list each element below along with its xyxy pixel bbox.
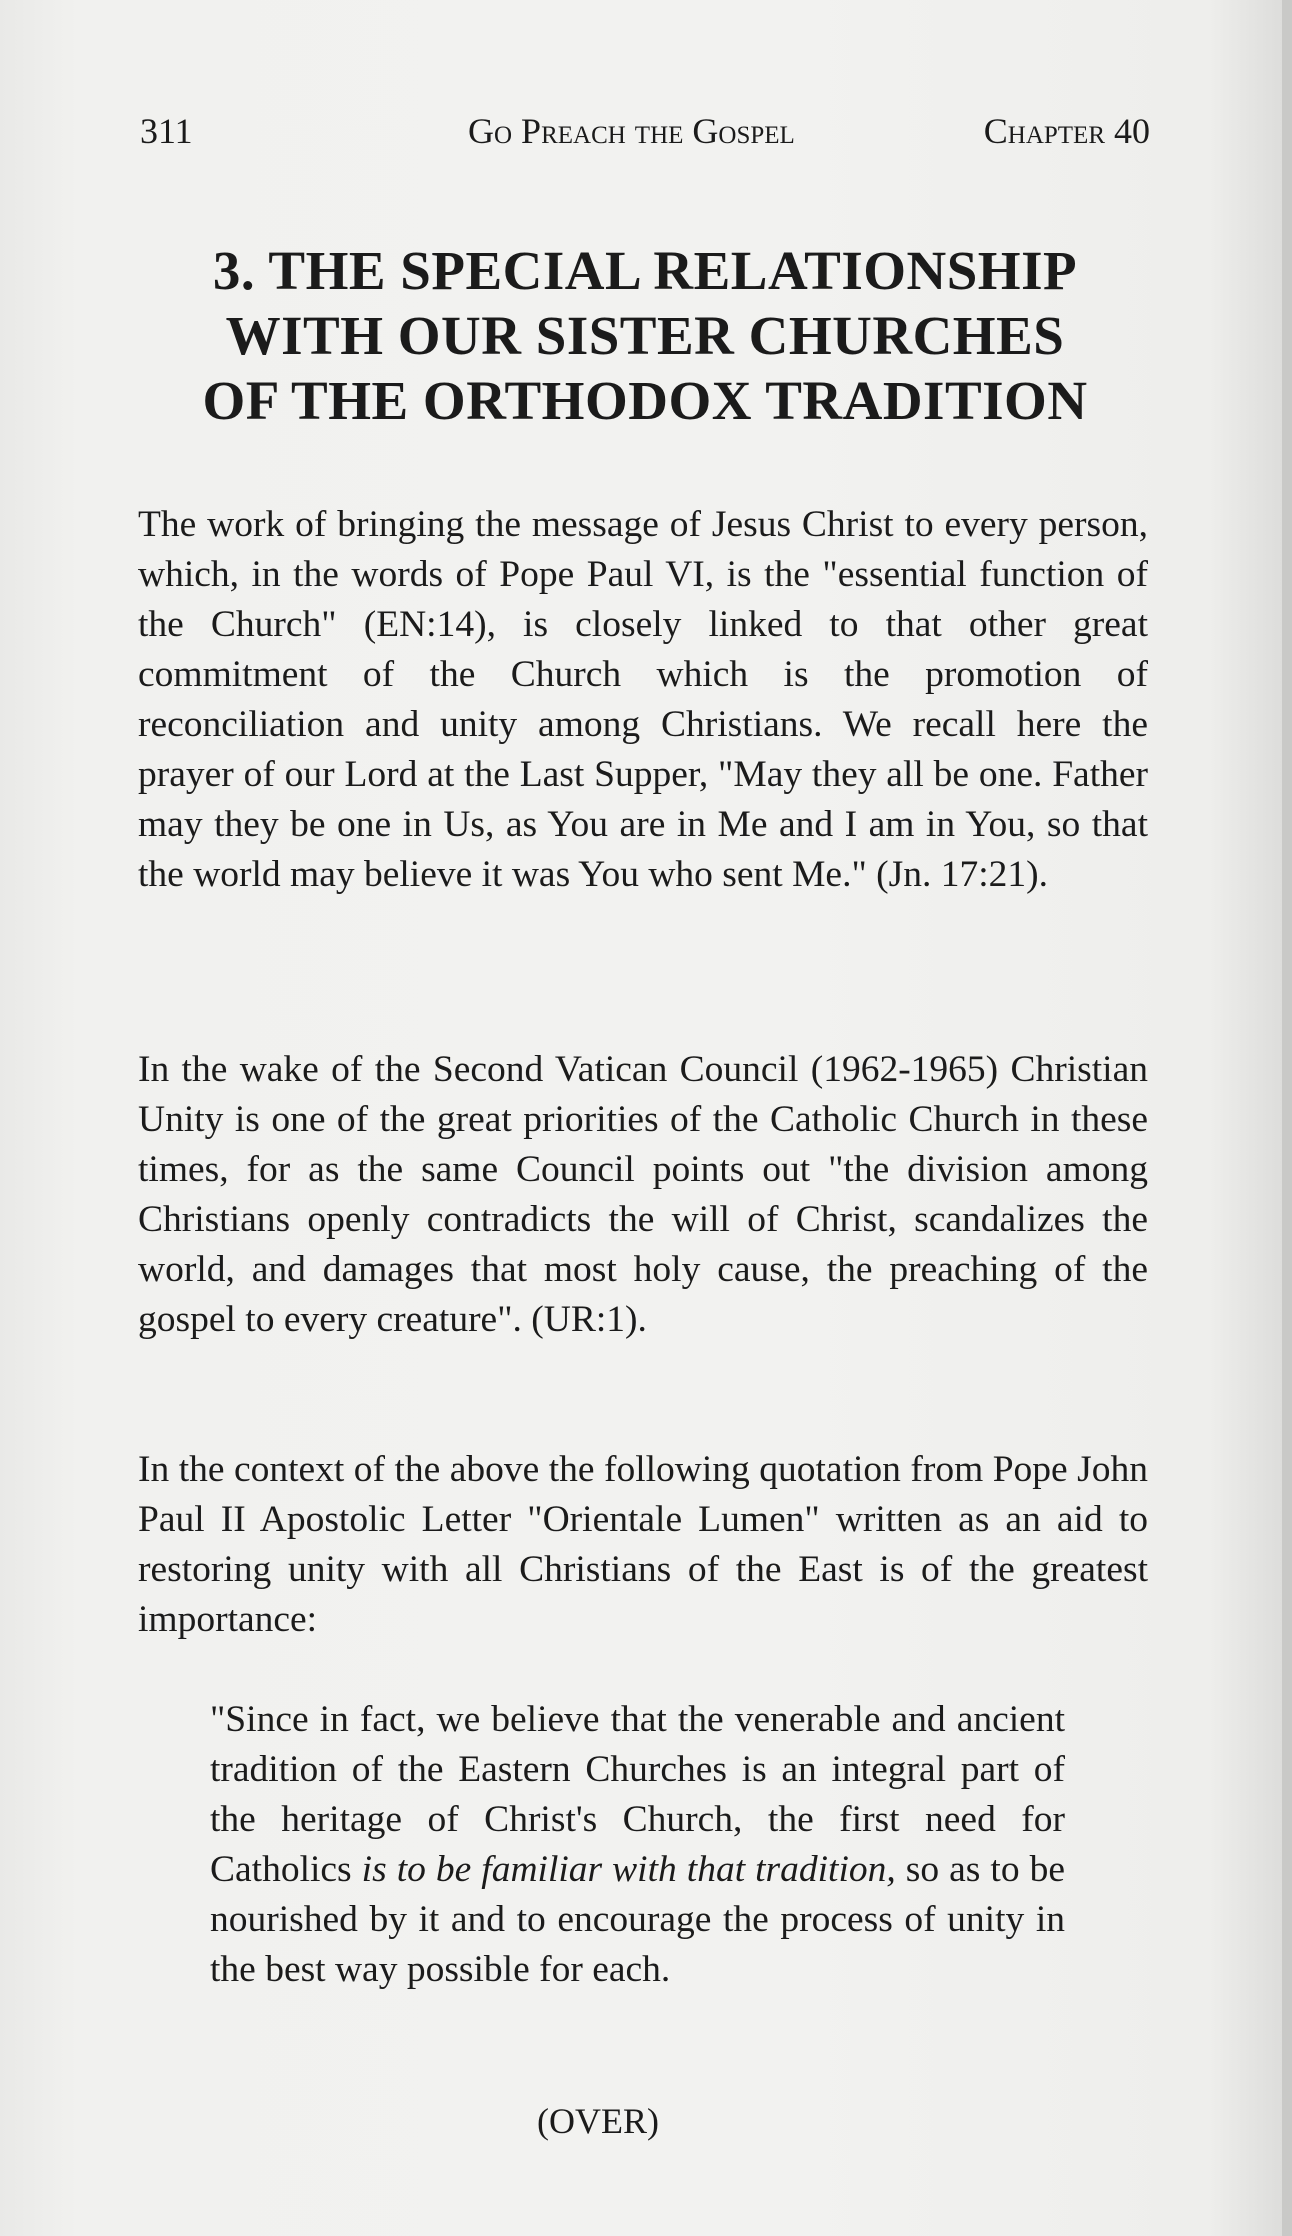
block-quote [210, 1695, 1065, 1995]
heading-line-1: 3. THE SPECIAL RELATIONSHIP [212, 240, 1078, 301]
paragraph-2: In the wake of the Second Vatican Council (1962-1965) Christian Unity is one of the great priorities of the Catholic Church in these times, for as the same Council points out "the division among Christians openly contradicts the will of Christ, scandalizes the world, and damages that most holy cause, the preaching of the gospel to every creature". (UR:1). [138, 1049, 1148, 1340]
quote-text-end: so as to be nourished by it and to encourage the process of unity in the best way possible for each. [210, 1849, 1065, 1990]
paragraph-1: The work of bringing the message of Jesus Christ to every person, which, in the words of Pope Paul VI, is the "essential function of the Church" (EN:14), is closely linked to that other great commitment of the Church which is the promotion of reconciliation and unity among Christians. We recall here the prayer of our Lord at the Last Supper, "May they all be one. Father may they be one in Us, as You are in Me and I am in You, so that the world may believe it was You who sent Me." (Jn. 17:21). [138, 504, 1148, 895]
running-header [140, 110, 1150, 160]
heading-line-2: WITH OUR SISTER CHURCHES [225, 305, 1065, 366]
quote-emphasis: is to be familiar with that tradition, [361, 1849, 896, 1890]
page-edge [1282, 0, 1292, 2236]
page-number: 311 [140, 111, 193, 151]
heading-line-3: OF THE ORTHODOX TRADITION [202, 370, 1088, 431]
book-title: Go Preach the Gospel [468, 111, 795, 151]
section-heading [140, 238, 1150, 433]
quote-text-start: "Since in fact, we believe that the venerable and ancient tradition of the Eastern Churches is an integral part of the heritage of Christ's Church, the first need for Catholics [210, 1699, 1065, 1890]
over-note [0, 2100, 1286, 2142]
over-label: (OVER) [537, 2101, 659, 2141]
chapter-label: Chapter 40 [983, 111, 1150, 151]
paragraph-3: In the context of the above the following quotation from Pope John Paul II Apostolic Letter "Orientale Lumen" written as an aid to restoring unity with all Christians of the East is of the greatest importance: [138, 1449, 1148, 1640]
